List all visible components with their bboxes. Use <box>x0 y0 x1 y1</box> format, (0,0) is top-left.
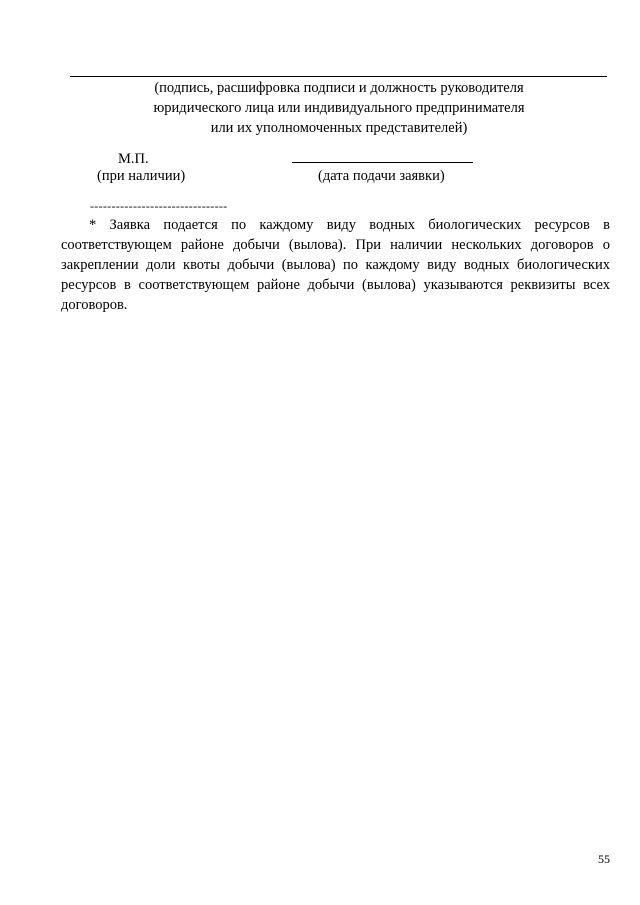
page-number: 55 <box>598 852 610 866</box>
signature-line <box>70 76 607 77</box>
date-line <box>292 162 473 163</box>
signature-caption-line-1: (подпись, расшифровка подписи и должность руководителя <box>154 80 524 96</box>
footnote-separator: -------------------------------- <box>90 199 228 213</box>
date-caption: (дата подачи заявки) <box>318 168 445 184</box>
signature-caption-line-2: юридического лица или индивидуального предпринимателя <box>153 100 525 116</box>
signature-caption <box>70 78 608 138</box>
footnote-text: * Заявка подается по каждому виду водных биологических ресурсов в соответствующем районе добычи (вылова). При наличии нескольких договоров о закреплении доли квоты добычи (вылова) по каждому виду водных биологических ресурсов в соответствующем районе добычи (вылова) указываются реквизиты всех договоров. <box>61 217 610 313</box>
stamp-note: (при наличии) <box>97 168 186 184</box>
signature-caption-line-3: или их уполномоченных представителей) <box>210 120 468 136</box>
stamp-label: М.П. <box>118 151 149 167</box>
